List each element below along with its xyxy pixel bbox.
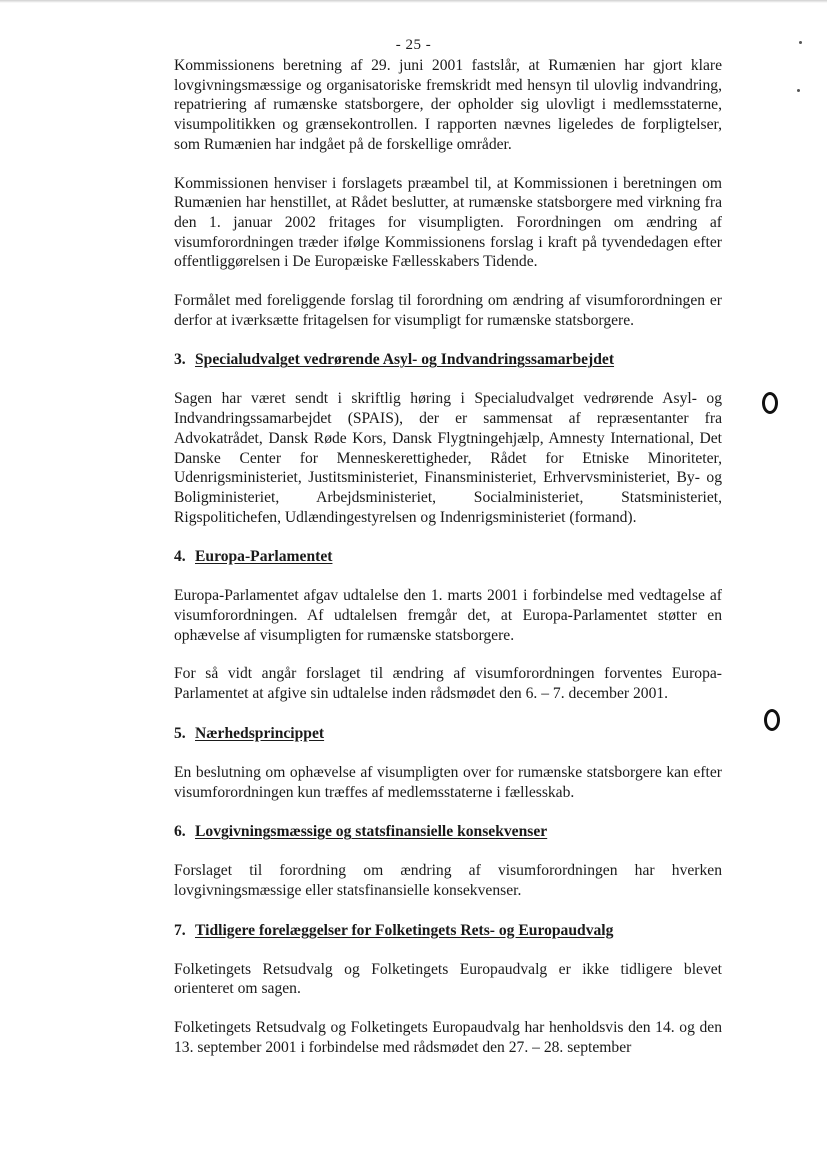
section-title: Nærhedsprincippet: [195, 724, 325, 742]
paragraph: En beslutning om ophævelse af visumpligten over for rumænske statsborgere kan efter visumforordningen kun træffes af medlemsstaterne i fællesskab.: [174, 763, 722, 801]
page-number: - 25 -: [395, 37, 432, 53]
scan-speck: [797, 89, 800, 92]
section-heading: [174, 350, 722, 370]
section-number: 4.: [174, 548, 186, 566]
paragraph: For så vidt angår forslaget til ændring af visumforordningen forventes Europa-Parlamentet at afgive sin udtalelse inden rådsmødet den 6. – 7. december 2001.: [174, 665, 722, 703]
paragraph: Kommissionens beretning af 29. juni 2001 fastslår, at Rumænien har gjort klare lovgivningsmæssige og organisatoriske fremskridt med hensyn til ulovlig indvandring, repatriering af rumænske statsborgere, der opholder sig ulovligt i medlemsstaterne, visumpolitikken og grænsekontrollen. I rapporten nævnes ligeledes de forpligtelser, som Rumænien har indgået på de forskellige områder.: [174, 57, 722, 153]
section-number: 5.: [174, 724, 186, 742]
document-body: [174, 56, 722, 1058]
paragraph: Folketingets Retsudvalg og Folketingets Europaudvalg er ikke tidligere blevet orienteret om sagen.: [174, 960, 722, 998]
section-title: Lovgivningsmæssige og statsfinansielle konsekvenser: [195, 823, 548, 841]
punch-hole-icon: [764, 709, 780, 731]
paragraph: Formålet med foreliggende forslag til forordning om ændring af visumforordningen er derfor at iværksætte fritagelsen for visumpligt for rumænske statsborgere.: [174, 292, 722, 329]
section-heading: [174, 921, 722, 941]
paragraph: Kommissionen henviser i forslagets præambel til, at Kommissionen i beretningen om Rumænien har henstillet, at Rådet beslutter, at rumænske statsborgere med virkning fra den 1. januar 2002 fritages for visumpligten. Forordningen om ændring af visumforordningen træder ifølge Kommissionens forslag i kraft på tyvendedagen efter offentliggørelsen i De Europæiske Fællesskabers Tidende.: [174, 174, 722, 271]
paragraph: Folketingets Retsudvalg og Folketingets Europaudvalg har henholdsvis den 14. og den 13. september 2001 i forbindelse med rådsmødet den 27. – 28. september: [174, 1019, 722, 1056]
punch-hole-icon: [762, 392, 778, 414]
section-heading: [174, 822, 722, 842]
paragraph: Forslaget til forordning om ændring af visumforordningen har hverken lovgivningsmæssige eller statsfinansielle konsekvenser.: [174, 862, 722, 899]
paragraph: Sagen har været sendt i skriftlig høring i Specialudvalget vedrørende Asyl- og Indvandringssamarbejdet (SPAIS), der er sammensat af repræsentanter fra Advokatrådet, Dansk Røde Kors, Dansk Flygtningehjælp, Amnesty International, Det Danske Center for Menneskerettigheder, Rådet for Etniske Minoriteter, Udenrigsministeriet, Justitsministeriet, Finansministeriet, Erhvervsministeriet, By- og Boligministeriet, Arbejdsministeriet, Socialministeriet, Statsministeriet, Rigspolitichefen, Udlændingestyrelsen og Indenrigsministeriet (formand).: [174, 390, 722, 526]
section-heading: [174, 547, 722, 567]
section-number: 7.: [174, 921, 186, 939]
section-number: 3.: [174, 351, 186, 369]
section-heading: [174, 724, 722, 744]
paragraph: Europa-Parlamentet afgav udtalelse den 1. marts 2001 i forbindelse med vedtagelse af visumforordningen. Af udtalelsen fremgår det, at Europa-Parlamentet støtter en ophævelse af visumpligten for rumænske statsborgere.: [174, 587, 722, 644]
section-title: Europa-Parlamentet: [195, 548, 333, 566]
scan-speck: [799, 41, 802, 44]
section-title: Tidligere forelæggelser for Folketingets Rets- og Europaudvalg: [195, 921, 614, 939]
section-number: 6.: [174, 823, 186, 841]
scan-edge: [0, 0, 827, 3]
section-title: Specialudvalget vedrørende Asyl- og Indvandringssamarbejdet: [195, 351, 615, 369]
